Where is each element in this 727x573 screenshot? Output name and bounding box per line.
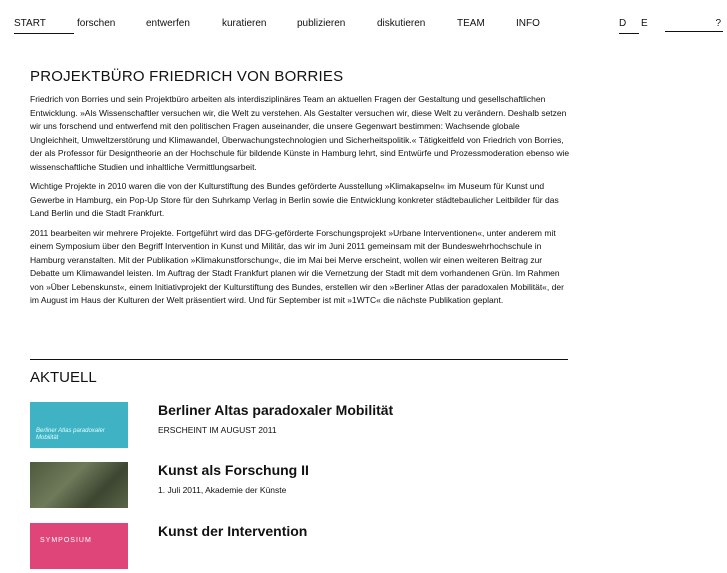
nav-entwerfen[interactable]: entwerfen: [146, 18, 190, 29]
nav-publizieren[interactable]: publizieren: [297, 18, 346, 29]
thumbnail-cover-text: Berliner Atlas paradoxaler Mobilität: [36, 428, 105, 441]
news-title[interactable]: Berliner Altas paradoxaler Mobilität: [158, 402, 394, 418]
nav-kuratieren[interactable]: kuratieren: [222, 18, 267, 29]
aktuell-heading: AKTUELL: [30, 369, 97, 386]
news-subtitle: 1. Juli 2011, Akademie der Künste: [158, 485, 287, 495]
nav-info[interactable]: INFO: [516, 18, 540, 29]
page-title: PROJEKTBÜRO FRIEDRICH VON BORRIES: [30, 68, 344, 85]
intro-paragraph-3: 2011 bearbeiten wir mehrere Projekte. Fortgeführt wird das DFG-geförderte Forschungsprojekt »Urbane Interventionen«, unter anderem mit einem Symposium über den Begriff Intervention in Kunst und Militär, das wir im Juni 2011 gemeinsam mit der Bundeswehrhochschule in Hamburg veranstalten. Mit der Publikation »Klimakunstforschung«, die im Mai bei Merve erscheint, wollen wir einen weiteren Beitrag zur Debatte um Klimawandel leisten. Im Auftrag der Stadt Frankfurt planen wir die Vernetzung der Stadt mit dem vorhandenen Grün. Im Rahmen von »Über Lebenskunst«, einem Initiativprojekt der Kulturstiftung des Bundes, erstellen wir den »Berliner Atlas der paradoxalen Mobilität«, der im August im Haus der Kulturen der Welt präsentiert wird. Und für September ist mit »1WTC« die nächste Publikation geplant.: [30, 227, 564, 305]
news-title[interactable]: Kunst der Intervention: [158, 523, 308, 539]
nav-forschen[interactable]: forschen: [77, 18, 116, 29]
nav-diskutieren[interactable]: diskutieren: [377, 18, 426, 29]
lang-de-link[interactable]: D: [619, 18, 639, 34]
search-submit-button[interactable]: ?: [715, 18, 721, 29]
news-item[interactable]: [30, 402, 570, 452]
intro-section: [30, 68, 570, 314]
nav-team[interactable]: TEAM: [457, 18, 485, 29]
news-thumbnail[interactable]: [30, 523, 128, 569]
intro-paragraph-1: Friedrich von Borries und sein Projektbüro arbeiten als interdisziplinäres Team an aktuellen Fragen der Gestaltung und gesellschaftlichen Entwicklung. »Als Wissenschaftler versuchen wir, die Welt zu verstehen. Als Gestalter versuchen wir, diese Welt zu verändern. Deshalb setzen wir uns forschend und entwerfend mit den politischen Fragen auseinander, die unsere Gegenwart bestimmen: Wachsende globale Ungleichheit, Umweltzerstörung und Klimawandel, Überwachungstechnologien und Sicherheitspolitik.« Tätigkeitfeld von Friedrich von Borries, der als Professor für Designtheorie an der Hochschule für bildende Künste in Hamburg lehrt, sind Entwürfe und Prozessmoderation ebenso wie wissenschaftliche Studien und inhaltliche Vermittlungsarbeit.: [30, 94, 570, 172]
news-thumbnail[interactable]: [30, 462, 128, 508]
section-divider: [30, 359, 568, 360]
news-item[interactable]: [30, 523, 570, 573]
main-navigation: [0, 0, 727, 40]
news-item[interactable]: [30, 462, 570, 512]
intro-paragraph-2: Wichtige Projekte in 2010 waren die von der Kulturstiftung des Bundes geförderte Ausstellung »Klimakapseln« im Museum für Kunst und Gewerbe in Hamburg, ein Pop-Up Store für den Suhrkamp Verlag in Berlin sowie die Entwicklung konkreter städtebaulicher Leitbilder für das Land Berlin und die Stadt Frankfurt.: [30, 181, 559, 218]
nav-start[interactable]: START: [14, 18, 74, 34]
search-input[interactable]: [665, 18, 723, 32]
news-title[interactable]: Kunst als Forschung II: [158, 462, 309, 478]
news-thumbnail[interactable]: [30, 402, 128, 448]
thumbnail-cover-text: SYMPOSIUM: [40, 537, 92, 544]
news-subtitle: ERSCHEINT IM AUGUST 2011: [158, 425, 277, 435]
lang-en-link[interactable]: E: [641, 18, 648, 29]
